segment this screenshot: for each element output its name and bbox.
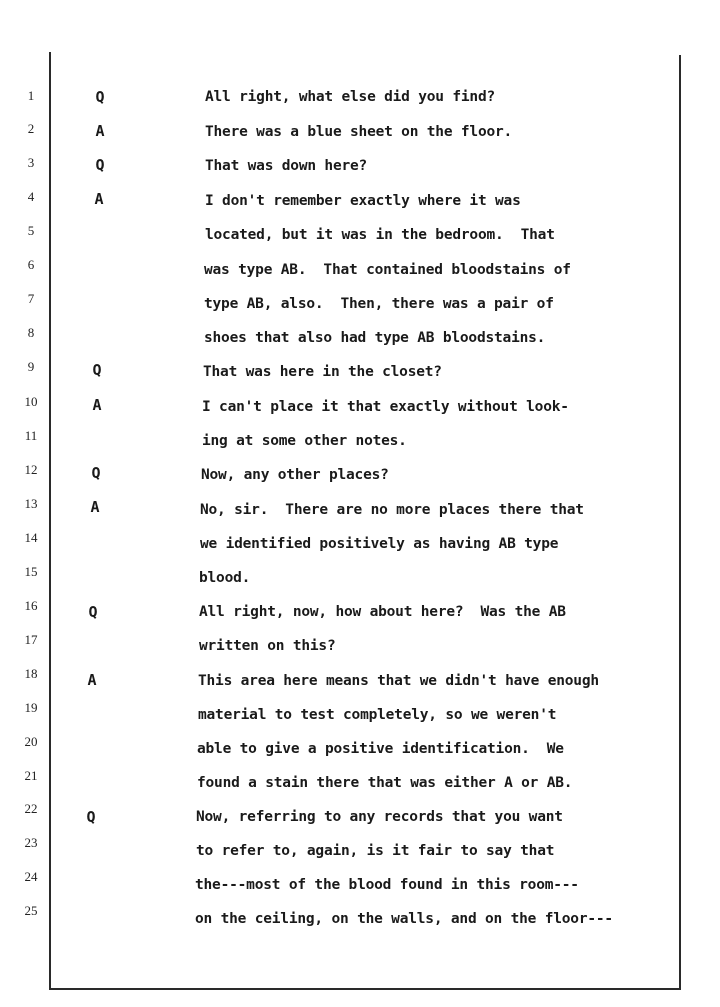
transcript-line: shoes that also had type AB bloodstains. [204, 330, 546, 346]
line-number: 11 [24, 428, 38, 443]
line-number: 1 [27, 88, 35, 103]
transcript-line: found a stain there that was either A or AB. [197, 775, 573, 791]
transcript-line: I don't remember exactly where it was [205, 193, 521, 209]
line-number: 4 [27, 189, 35, 204]
speaker-question: Q [88, 603, 98, 621]
speaker-question: Q [91, 464, 101, 482]
transcript-line: able to give a positive identification. We [197, 741, 564, 757]
transcript-line: to refer to, again, is it fair to say that [196, 843, 555, 859]
transcript-line: type AB, also. Then, there was a pair of [204, 296, 554, 312]
line-number: 24 [24, 869, 38, 884]
line-number: 2 [27, 121, 35, 136]
line-number: 15 [24, 564, 38, 579]
speaker-answer: A [92, 396, 102, 414]
line-number: 21 [24, 768, 38, 783]
line-number: 3 [27, 155, 35, 170]
speaker-answer: A [94, 190, 104, 208]
line-number: 5 [27, 223, 35, 238]
transcript-line: That was here in the closet? [203, 364, 442, 380]
line-number: 23 [24, 835, 38, 850]
transcript-line: was type AB. That contained bloodstains of [204, 262, 571, 278]
transcript-line: material to test completely, so we weren't [198, 707, 557, 723]
transcript-line: Now, referring to any records that you want [196, 809, 563, 825]
transcript-line: All right, now, how about here? Was the AB [199, 604, 566, 620]
line-number: 9 [27, 359, 35, 374]
transcript-line: we identified positively as having AB type [200, 536, 559, 552]
transcript-line: located, but it was in the bedroom. That [205, 227, 555, 243]
line-number: 19 [24, 700, 38, 715]
speaker-question: Q [92, 361, 102, 379]
line-number: 8 [27, 325, 35, 340]
left-margin-rule [49, 52, 51, 990]
line-number: 6 [27, 257, 35, 272]
speaker-answer: A [87, 671, 97, 689]
speaker-answer: A [90, 498, 100, 516]
transcript-line: I can't place it that exactly without look- [202, 399, 569, 415]
transcript-line: ing at some other notes. [202, 433, 407, 449]
speaker-question: Q [95, 156, 105, 174]
transcript-line: All right, what else did you find? [205, 89, 496, 105]
transcript-line: blood. [199, 570, 251, 586]
line-number: 22 [24, 801, 38, 816]
bottom-rule [49, 988, 681, 990]
right-margin-rule [679, 55, 681, 990]
line-number: 16 [24, 598, 38, 613]
line-number: 20 [24, 734, 38, 749]
line-number: 14 [24, 530, 38, 545]
line-number: 12 [24, 462, 38, 477]
line-number: 18 [24, 666, 38, 681]
speaker-question: Q [95, 88, 105, 106]
transcript-line: on the ceiling, on the walls, and on the floor--- [195, 911, 613, 927]
line-number: 10 [24, 394, 38, 409]
transcript-line: the---most of the blood found in this room--- [195, 877, 579, 893]
line-number: 13 [24, 496, 38, 511]
line-number: 17 [24, 632, 38, 647]
transcript-line: No, sir. There are no more places there that [200, 502, 584, 518]
speaker-question: Q [86, 808, 96, 826]
line-number: 25 [24, 903, 38, 918]
speaker-answer: A [95, 122, 105, 140]
transcript-line: This area here means that we didn't have enough [198, 673, 599, 689]
transcript-line: That was down here? [205, 158, 368, 174]
transcript-line: written on this? [199, 638, 336, 654]
transcript-line: Now, any other places? [201, 467, 389, 483]
line-number: 7 [27, 291, 35, 306]
transcript-line: There was a blue sheet on the floor. [205, 124, 513, 140]
